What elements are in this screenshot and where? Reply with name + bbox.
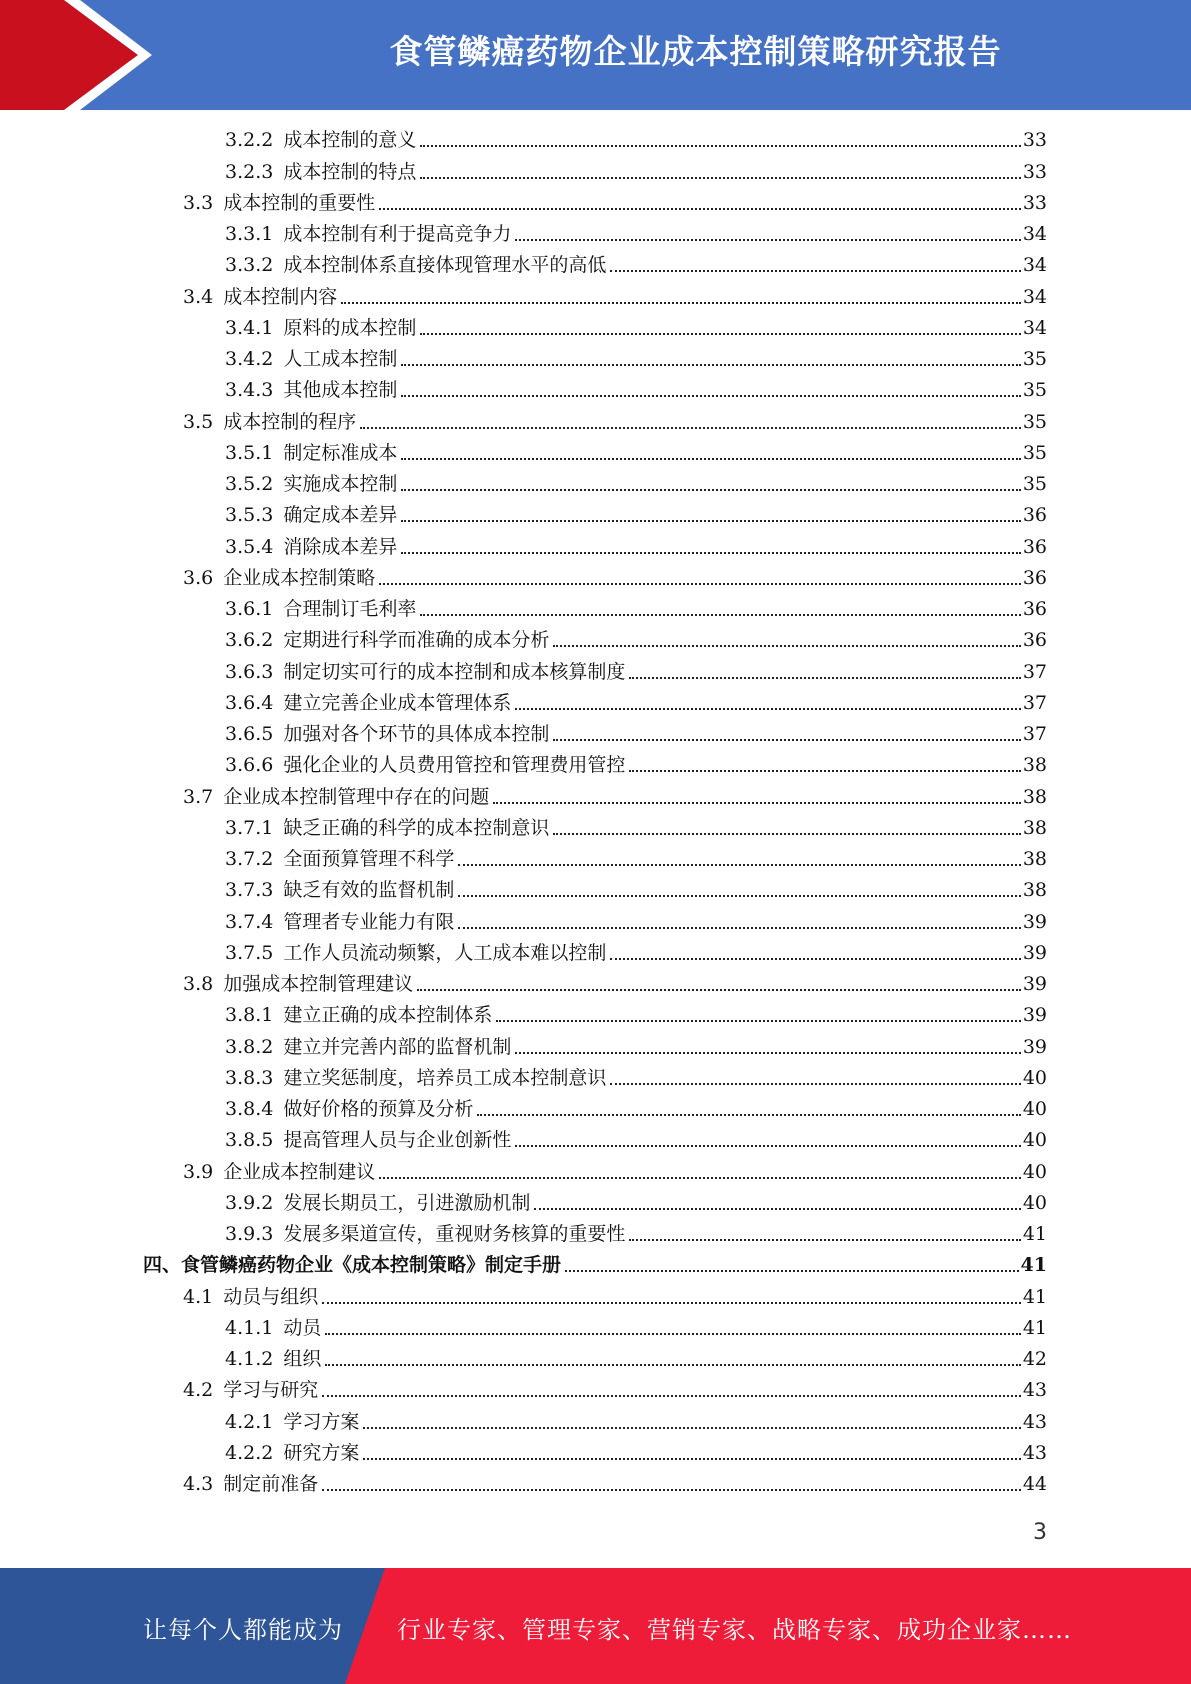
toc-entry[interactable] (0, 1126, 1191, 1157)
toc-entry[interactable] (0, 1032, 1191, 1063)
toc-entry-title: 学习方案 (283, 1410, 360, 1433)
toc-entry-title: 合理制订毛利率 (283, 598, 417, 620)
toc-dot-leader (515, 1052, 1020, 1054)
toc-entry-number: 4.1.2 (225, 1348, 274, 1370)
toc-entry-title: 原料的成本控制 (283, 316, 417, 339)
toc-dot-leader (458, 927, 1020, 929)
toc-entry-page: 35 (1022, 348, 1047, 370)
toc-entry[interactable] (0, 345, 1191, 376)
toc-entry-title: 建立并完善内部的监督机制 (283, 1035, 512, 1058)
toc-entry-page: 41 (1022, 1223, 1047, 1245)
toc-entry-title: 成本控制体系直接体现管理水平的高低 (283, 254, 607, 277)
toc-entry[interactable] (0, 907, 1191, 938)
toc-entry-page: 34 (1022, 254, 1047, 277)
toc-entry-title: 提高管理人员与企业创新性 (283, 1129, 512, 1152)
toc-entry-number: 3.5.4 (225, 535, 274, 558)
toc-entry-page: 35 (1022, 379, 1047, 402)
toc-entry-title: 成本控制有利于提高竞争力 (283, 223, 512, 245)
toc-entry-number: 4.1.1 (225, 1316, 274, 1339)
toc-entry-page: 39 (1022, 1035, 1047, 1058)
toc-dot-leader (553, 739, 1020, 741)
page-number: 3 (1033, 1520, 1047, 1545)
toc-entry-number: 3.6.2 (225, 629, 274, 652)
toc-entry-title: 实施成本控制 (283, 473, 398, 495)
toc-entry-number: 3.6.1 (225, 598, 274, 620)
toc-entry[interactable] (0, 595, 1191, 626)
toc-entry-title: 建立完善企业成本管理体系 (283, 691, 512, 714)
toc-entry[interactable] (0, 1251, 1191, 1282)
toc-dot-leader (401, 395, 1020, 397)
toc-entry-title: 制定标准成本 (283, 441, 398, 464)
toc-dot-leader (629, 770, 1020, 772)
toc-entry[interactable] (0, 564, 1191, 595)
toc-entry[interactable] (0, 501, 1191, 532)
toc-entry-number: 4.2.2 (225, 1441, 274, 1464)
toc-dot-leader (565, 1270, 1019, 1272)
toc-dot-leader (496, 1020, 1020, 1022)
toc-dot-leader (458, 895, 1020, 897)
toc-entry-number: 3.7.1 (225, 816, 274, 839)
toc-entry[interactable] (0, 1220, 1191, 1251)
toc-entry[interactable] (0, 282, 1191, 313)
toc-entry-title: 缺乏有效的监督机制 (283, 879, 455, 902)
report-title: 食管鳞癌药物企业成本控制策略研究报告 (389, 32, 1002, 71)
toc-entry-number: 3.7.5 (225, 941, 274, 964)
toc-dot-leader (363, 1458, 1020, 1460)
toc-entry-page: 38 (1022, 754, 1047, 777)
toc-entry-title: 全面预算管理不科学 (283, 848, 455, 870)
toc-entry-page: 33 (1022, 191, 1047, 214)
toc-entry-number: 3.8.4 (225, 1098, 274, 1120)
toc-entry-number: 3.3 (183, 191, 214, 214)
toc-dot-leader (401, 520, 1020, 522)
toc-entry-number: 3.5.2 (225, 473, 274, 495)
toc-entry-page: 39 (1022, 1004, 1047, 1027)
toc-entry-page: 36 (1022, 629, 1047, 652)
toc-entry-number: 3.4.1 (225, 316, 274, 339)
toc-entry[interactable] (0, 1282, 1191, 1313)
toc-dot-leader (401, 364, 1020, 366)
toc-entry-title: 加强对各个环节的具体成本控制 (283, 723, 550, 745)
toc-entry-number: 3.7 (183, 785, 214, 808)
toc-entry[interactable] (0, 751, 1191, 782)
toc-entry-page: 43 (1022, 1410, 1047, 1433)
toc-entry-page: 38 (1022, 816, 1047, 839)
toc-dot-leader (322, 1489, 1021, 1491)
toc-entry-number: 3.6.3 (225, 660, 274, 683)
toc-entry-number: 3.9 (183, 1160, 214, 1183)
toc-dot-leader (401, 489, 1020, 491)
toc-entry[interactable] (0, 845, 1191, 876)
toc-dot-leader (515, 1145, 1020, 1147)
toc-entry-title: 成本控制的重要性 (223, 191, 376, 214)
toc-entry-number: 3.8 (183, 973, 214, 995)
toc-entry-title: 研究方案 (283, 1441, 360, 1464)
toc-entry[interactable] (0, 376, 1191, 407)
toc-entry-page: 38 (1022, 848, 1047, 870)
toc-entry-page: 38 (1022, 785, 1047, 808)
toc-entry-title: 学习与研究 (223, 1379, 319, 1402)
toc-entry-number: 3.3.2 (225, 254, 274, 277)
toc-entry-page: 38 (1022, 879, 1047, 902)
toc-dot-leader (610, 1083, 1020, 1085)
toc-entry-number: 3.8.2 (225, 1035, 274, 1058)
toc-entry[interactable] (0, 1064, 1191, 1095)
toc-dot-leader (629, 677, 1020, 679)
toc-dot-leader (363, 1427, 1020, 1429)
toc-entry-title: 强化企业的人员费用管控和管理费用管控 (283, 754, 626, 777)
toc-entry-title: 确定成本差异 (283, 504, 398, 527)
toc-entry[interactable] (0, 1439, 1191, 1470)
toc-entry-page: 34 (1022, 316, 1047, 339)
toc-entry-title: 做好价格的预算及分析 (283, 1098, 474, 1120)
toc-entry[interactable] (0, 189, 1191, 220)
toc-dot-leader (401, 458, 1020, 460)
toc-entry-number: 3.8.1 (225, 1004, 274, 1027)
toc-dot-leader (610, 958, 1020, 960)
toc-dot-leader (379, 208, 1021, 210)
toc-entry-page: 36 (1022, 598, 1047, 620)
footer-slogan-right: 行业专家、管理专家、营销专家、战略专家、成功企业家…… (397, 1616, 1072, 1644)
toc-entry[interactable] (0, 1345, 1191, 1376)
toc-entry-page: 33 (1022, 129, 1047, 152)
toc-entry-title: 动员与组织 (223, 1285, 319, 1308)
toc-entry[interactable] (0, 1157, 1191, 1188)
toc-entry[interactable] (0, 220, 1191, 251)
toc-dot-leader (515, 239, 1020, 241)
toc-entry[interactable] (0, 439, 1191, 470)
toc-entry-title: 发展多渠道宣传，重视财务核算的重要性 (283, 1223, 626, 1245)
toc-entry-title: 工作人员流动频繁，人工成本难以控制 (283, 941, 607, 964)
toc-entry-title: 定期进行科学而准确的成本分析 (283, 629, 550, 652)
toc-entry[interactable] (0, 126, 1191, 157)
toc-entry-number: 4.1 (183, 1285, 214, 1308)
toc-entry-page: 39 (1022, 973, 1047, 995)
toc-dot-leader (341, 302, 1021, 304)
toc-dot-leader (553, 833, 1020, 835)
toc-entry-page: 34 (1022, 223, 1047, 245)
toc-dot-leader (629, 1239, 1020, 1241)
toc-entry[interactable] (0, 720, 1191, 751)
toc-entry-number: 3.9.3 (225, 1223, 274, 1245)
toc-dot-leader (610, 270, 1020, 272)
toc-entry-title: 建立奖惩制度，培养员工成本控制意识 (283, 1066, 607, 1089)
toc-entry-title: 缺乏正确的科学的成本控制意识 (283, 816, 550, 839)
toc-entry-page: 41 (1020, 1254, 1047, 1277)
footer-slogan-left: 让每个人都能成为 (143, 1616, 343, 1644)
toc-entry[interactable] (0, 626, 1191, 657)
toc-entry[interactable] (0, 251, 1191, 282)
toc-dot-leader (420, 614, 1020, 616)
table-of-contents (0, 126, 1191, 1501)
toc-entry-page: 39 (1022, 941, 1047, 964)
toc-entry-page: 44 (1022, 1473, 1047, 1495)
toc-dot-leader (420, 177, 1020, 179)
toc-dot-leader (420, 333, 1020, 335)
toc-entry[interactable] (0, 1001, 1191, 1032)
toc-entry-number: 3.8.5 (225, 1129, 274, 1152)
toc-entry-number: 3.4 (183, 285, 214, 308)
toc-entry-number: 3.7.3 (225, 879, 274, 902)
toc-entry-page: 42 (1022, 1348, 1047, 1370)
toc-entry[interactable] (0, 1189, 1191, 1220)
toc-entry[interactable] (0, 1314, 1191, 1345)
toc-entry-title: 动员 (283, 1316, 322, 1339)
toc-dot-leader (553, 645, 1020, 647)
toc-entry-page: 35 (1022, 410, 1047, 433)
toc-entry-title: 建立正确的成本控制体系 (283, 1004, 493, 1027)
toc-entry[interactable] (0, 314, 1191, 345)
toc-entry[interactable] (0, 1470, 1191, 1501)
toc-entry-number: 3.4.3 (225, 379, 274, 402)
toc-entry-page: 40 (1022, 1160, 1047, 1183)
toc-entry[interactable] (0, 532, 1191, 563)
toc-entry-number: 3.6 (183, 566, 214, 589)
toc-dot-leader (515, 708, 1020, 710)
toc-dot-leader (325, 1333, 1020, 1335)
toc-entry-page: 40 (1022, 1191, 1047, 1214)
toc-entry[interactable] (0, 407, 1191, 438)
toc-entry-page: 37 (1022, 723, 1047, 745)
toc-entry-number: 3.2.3 (225, 160, 274, 183)
toc-dot-leader (458, 864, 1020, 866)
toc-entry-title: 加强成本控制管理建议 (223, 973, 414, 995)
toc-entry-number: 3.3.1 (225, 223, 274, 245)
toc-entry-title: 管理者专业能力有限 (283, 910, 455, 933)
toc-entry-page: 39 (1022, 910, 1047, 933)
toc-entry-title: 企业成本控制策略 (223, 566, 376, 589)
toc-entry-number: 3.2.2 (225, 129, 274, 152)
toc-entry-title: 成本控制的特点 (283, 160, 417, 183)
toc-entry-number: 3.7.4 (225, 910, 274, 933)
toc-entry-title: 人工成本控制 (283, 348, 398, 370)
toc-entry-page: 36 (1022, 504, 1047, 527)
toc-entry-page: 36 (1022, 566, 1047, 589)
toc-dot-leader (379, 1177, 1021, 1179)
toc-entry[interactable] (0, 689, 1191, 720)
toc-entry[interactable] (0, 1095, 1191, 1126)
toc-entry-title: 制定切实可行的成本控制和成本核算制度 (283, 660, 626, 683)
toc-dot-leader (401, 552, 1020, 554)
toc-entry-title: 企业成本控制管理中存在的问题 (223, 785, 490, 808)
toc-entry[interactable] (0, 970, 1191, 1001)
toc-entry-page: 40 (1022, 1066, 1047, 1089)
toc-dot-leader (360, 427, 1021, 429)
toc-entry-title: 消除成本差异 (283, 535, 398, 558)
toc-entry-title: 制定前准备 (223, 1473, 319, 1495)
toc-entry-title: 其他成本控制 (283, 379, 398, 402)
toc-entry-page: 43 (1022, 1441, 1047, 1464)
toc-dot-leader (322, 1302, 1021, 1304)
toc-entry-page: 37 (1022, 691, 1047, 714)
toc-entry-number: 3.6.5 (225, 723, 274, 745)
toc-entry-number: 3.7.2 (225, 848, 274, 870)
toc-entry-number: 3.6.6 (225, 754, 274, 777)
toc-entry-number: 3.5 (183, 410, 214, 433)
toc-entry[interactable] (0, 782, 1191, 813)
toc-entry[interactable] (0, 814, 1191, 845)
toc-dot-leader (493, 802, 1021, 804)
toc-dot-leader (534, 1208, 1020, 1210)
toc-entry[interactable] (0, 657, 1191, 688)
toc-dot-leader (420, 145, 1020, 147)
toc-entry[interactable] (0, 876, 1191, 907)
toc-dot-leader (379, 583, 1021, 585)
toc-entry-number: 3.5.3 (225, 504, 274, 527)
toc-entry-page: 36 (1022, 535, 1047, 558)
toc-dot-leader (325, 1364, 1020, 1366)
toc-entry[interactable] (0, 1376, 1191, 1407)
toc-entry-page: 41 (1022, 1316, 1047, 1339)
toc-entry-number: 4.2 (183, 1379, 214, 1402)
toc-entry-number: 4.3 (183, 1473, 214, 1495)
toc-entry-title: 组织 (283, 1348, 322, 1370)
toc-entry-title: 成本控制的程序 (223, 410, 357, 433)
toc-dot-leader (417, 989, 1021, 991)
toc-entry-number: 3.6.4 (225, 691, 274, 714)
toc-entry[interactable] (0, 157, 1191, 188)
toc-entry-number: 3.9.2 (225, 1191, 274, 1214)
toc-entry-page: 35 (1022, 441, 1047, 464)
toc-entry-page: 33 (1022, 160, 1047, 183)
toc-dot-leader (477, 1114, 1020, 1116)
page-header (0, 0, 1191, 110)
toc-entry-title: 四、食管鳞癌药物企业《成本控制策略》制定手册 (143, 1254, 562, 1277)
toc-entry-page: 34 (1022, 285, 1047, 308)
toc-entry-page: 43 (1022, 1379, 1047, 1402)
toc-entry[interactable] (0, 1407, 1191, 1438)
toc-entry-number: 3.5.1 (225, 441, 274, 464)
toc-entry-title: 成本控制内容 (223, 285, 338, 308)
toc-entry[interactable] (0, 939, 1191, 970)
toc-entry-page: 37 (1022, 660, 1047, 683)
toc-entry-title: 发展长期员工，引进激励机制 (283, 1191, 531, 1214)
toc-dot-leader (322, 1395, 1021, 1397)
toc-entry-number: 3.8.3 (225, 1066, 274, 1089)
toc-entry-title: 企业成本控制建议 (223, 1160, 376, 1183)
toc-entry-number: 4.2.1 (225, 1410, 274, 1433)
toc-entry-title: 成本控制的意义 (283, 129, 417, 152)
toc-entry[interactable] (0, 470, 1191, 501)
toc-entry-page: 35 (1022, 473, 1047, 495)
page-footer (0, 1568, 1191, 1684)
toc-entry-number: 3.4.2 (225, 348, 274, 370)
toc-entry-page: 41 (1022, 1285, 1047, 1308)
toc-entry-page: 40 (1022, 1129, 1047, 1152)
toc-entry-page: 40 (1022, 1098, 1047, 1120)
